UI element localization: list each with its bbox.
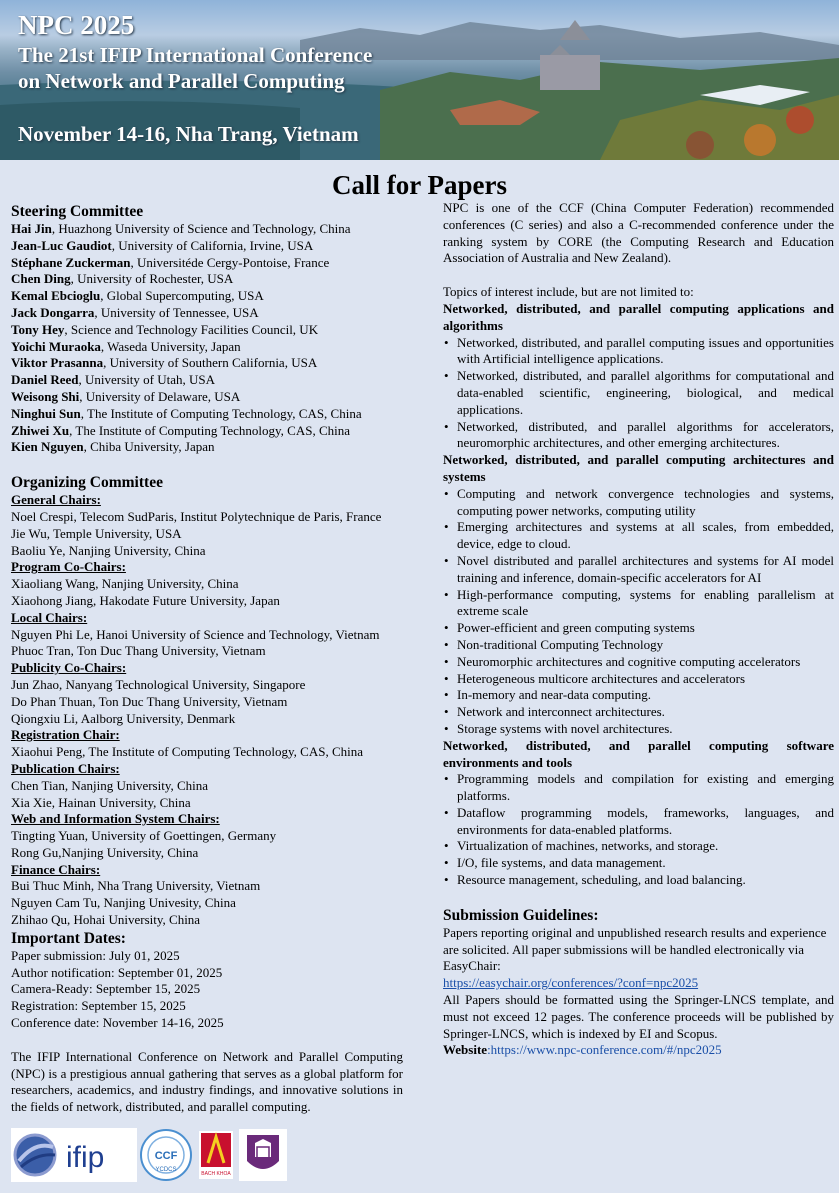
person-row: Chen Tian, Nanjing University, China (11, 777, 209, 793)
topic-item: • Resource management, scheduling, and load balancing. (443, 872, 834, 889)
person-row: Bui Thuc Minh, Nha Trang University, Vietnam (11, 878, 261, 894)
person-row: Nguyen Cam Tu, Nanjing Univesity, China (11, 895, 236, 911)
person-row: Xiaohui Peng, The Institute of Computing Technology, CAS, China (11, 744, 363, 760)
role-heading: General Chairs: (11, 492, 101, 508)
about-paragraph: The IFIP International Conference on Network and Parallel Computing (NPC) is a prestigious annual gathering that serves as a global platform for researchers, academics, and industry findings, and innovative solutions in the fields of network, distributed, and parallel computing. (11, 1048, 403, 1115)
role-heading: Local Chairs: (11, 609, 88, 625)
member-row: Weisong Shi, University of Delaware, USA (11, 388, 241, 404)
website-link[interactable]: :https://www.npc-conference.com/#/npc2025 (487, 1042, 722, 1058)
date-row: Paper submission: July 01, 2025 (11, 947, 180, 963)
steering-committee-title: Steering Committee (11, 203, 144, 220)
person-row: Nguyen Phi Le, Hanoi University of Science and Technology, Vietnam (11, 626, 380, 642)
role-heading: Finance Chairs: (11, 861, 101, 877)
topic-item: • Storage systems with novel architectures. (443, 721, 834, 738)
topic-item: • Dataflow programming models, frameworks, languages, and environments for data-enabled platforms. (443, 805, 834, 839)
person-row: Rong Gu,Nanjing University, China (11, 844, 199, 860)
right-column (443, 200, 834, 1059)
submission-text: Papers reporting original and unpublished research results and experience are solicited. All paper submissions will be handled electronically via EasyChair: (443, 924, 827, 974)
topic-item: • Emerging architectures and systems at all scales, from embedded, device, edge to cloud. (443, 519, 834, 553)
member-row: Chen Ding, University of Rochester, USA (11, 271, 234, 287)
person-row: Baoliu Ye, Nanjing University, China (11, 542, 206, 558)
member-row: Daniel Reed, University of Utah, USA (11, 372, 216, 388)
bach-khoa-logo (199, 1131, 233, 1179)
ccf-logo (141, 1130, 191, 1180)
date-row: Author notification: September 01, 2025 (11, 964, 223, 980)
steering-committee-list (11, 221, 403, 456)
person-row: Xiaohong Jiang, Hakodate Future University, Japan (11, 592, 280, 608)
person-row: Do Phan Thuan, Ton Duc Thang University, Vietnam (11, 693, 288, 709)
role-heading: Registration Chair: (11, 727, 120, 743)
topic-item: • Networked, distributed, and parallel algorithms for computational and data-enabled scientific, engineering, biological, and medical applications. (443, 368, 834, 418)
member-row: Stéphane Zuckerman, Universitéde Cergy-Pontoise, France (11, 254, 330, 270)
important-dates-title: Important Dates: (11, 929, 126, 947)
topic-heading: Networked, distributed, and parallel computing software environments and tools (443, 737, 834, 770)
member-row: Kien Nguyen, Chiba University, Japan (11, 439, 215, 455)
svg-text:YCDCS: YCDCS (155, 1167, 177, 1173)
format-text: All Papers should be formatted using the Springer-LNCS template, and must not exceed 12 pages. The conference proceeds will be published by Springer-LNCS, which is indexed by EI and Scopus. (443, 992, 834, 1041)
date-row: Registration: September 15, 2025 (11, 998, 186, 1014)
role-heading: Web and Information System Chairs: (11, 811, 220, 827)
banner-title-line2: on Network and Parallel Computing (18, 69, 345, 93)
header-banner (0, 0, 839, 160)
topic-item: • Power-efficient and green computing systems (443, 620, 834, 637)
person-row: Jie Wu, Temple University, USA (11, 525, 182, 541)
svg-text:ifip: ifip (66, 1141, 105, 1174)
intro-paragraph: NPC is one of the CCF (China Computer Federation) recommended conferences (C series) and also a C-recommended conference under the ranking system by CORE (the Computing Research and Education Association of Australia and New Zealand). (443, 200, 834, 266)
role-heading: Program Co-Chairs: (11, 559, 126, 575)
svg-text:BACH KHOA: BACH KHOA (201, 1171, 231, 1177)
submission-title: Submission Guidelines: (443, 906, 599, 924)
topic-item: • Heterogeneous multicore architectures and accelerators (443, 671, 834, 688)
member-row: Zhiwei Xu, The Institute of Computing Technology, CAS, China (11, 422, 351, 438)
member-row: Ninghui Sun, The Institute of Computing Technology, CAS, China (11, 405, 362, 421)
person-row: Noel Crespi, Telecom SudParis, Institut Polytechnique de Paris, France (11, 508, 382, 524)
sponsor-logos (11, 1127, 301, 1183)
website-row (443, 1042, 834, 1059)
member-row: Tony Hey, Science and Technology Facilities Council, UK (11, 321, 319, 337)
banner-title-line1: The 21st IFIP International Conference (18, 43, 373, 67)
topic-item: • Non-traditional Computing Technology (443, 637, 834, 654)
topic-item: • Virtualization of machines, networks, and storage. (443, 838, 834, 855)
topic-heading: Networked, distributed, and parallel computing applications and algorithms (443, 300, 834, 333)
topic-item: • Programming models and compilation for existing and emerging platforms. (443, 771, 834, 805)
topic-item: • Neuromorphic architectures and cognitive computing accelerators (443, 654, 834, 671)
date-row: Conference date: November 14-16, 2025 (11, 1015, 224, 1031)
topic-item: • Network and interconnect architectures. (443, 704, 834, 721)
member-row: Hai Jin, Huazhong University of Science and Technology, China (11, 221, 351, 236)
page-title: Call for Papers (332, 170, 507, 200)
person-row: Qiongxiu Li, Aalborg University, Denmark (11, 710, 236, 726)
member-row: Kemal Ebcioglu, Global Supercomputing, USA (11, 288, 264, 304)
topic-item: • Novel distributed and parallel architectures and systems for AI model training and inference, domain-specific accelerators for AI (443, 553, 834, 587)
website-label: Website (443, 1042, 488, 1058)
topic-heading: Networked, distributed, and parallel computing architectures and systems (443, 452, 834, 484)
member-row: Viktor Prasanna, University of Southern California, USA (11, 355, 318, 371)
topic-item: • I/O, file systems, and data management. (443, 855, 834, 872)
role-heading: Publication Chairs: (11, 760, 120, 776)
date-row: Camera-Ready: September 15, 2025 (11, 981, 201, 997)
left-column (11, 202, 403, 1116)
person-row: Jun Zhao, Nanyang Technological University, Singapore (11, 676, 306, 692)
topic-item: • High-performance computing, systems for enabling parallelism at extreme scale (443, 587, 834, 621)
banner-conference-acronym: NPC 2025 (18, 10, 135, 40)
role-heading: Publicity Co-Chairs: (11, 660, 127, 676)
svg-text:CCF: CCF (154, 1150, 178, 1162)
topics-intro: Topics of interest include, but are not limited to: (443, 284, 694, 300)
person-row: Zhihao Qu, Hohai University, China (11, 912, 201, 928)
topic-item: • Networked, distributed, and parallel algorithms for accelerators, neuromorphic architectures, and other emerging architectures. (443, 419, 834, 453)
member-row: Yoichi Muraoka, Waseda University, Japan (11, 338, 241, 354)
person-row: Xiaoliang Wang, Nanjing University, China (11, 576, 239, 592)
member-row: Jean-Luc Gaudiot, University of California, Irvine, USA (11, 237, 314, 253)
person-row: Xia Xie, Hainan University, China (11, 794, 191, 810)
topic-item: • Networked, distributed, and parallel computing issues and opportunities with Artificial intelligence applications. (443, 335, 834, 369)
person-row: Tingting Yuan, University of Goettingen, Germany (11, 828, 277, 844)
topic-item: • Computing and network convergence technologies and systems, computing power networks, computing utility (443, 486, 834, 520)
organizing-committee-title: Organizing Committee (11, 474, 163, 492)
topic-item: • In-memory and near-data computing. (443, 687, 834, 704)
banner-date-location: November 14-16, Nha Trang, Vietnam (18, 122, 359, 146)
member-row: Jack Dongarra, University of Tennessee, USA (11, 304, 259, 320)
important-dates-list (11, 948, 403, 1032)
organizing-committee-list (11, 492, 403, 929)
ifip-logo (11, 1128, 137, 1182)
university-crest-logo (239, 1129, 287, 1181)
person-row: Phuoc Tran, Ton Duc Thang University, Vietnam (11, 643, 266, 659)
easychair-link[interactable]: https://easychair.org/conferences/?conf=npc2025 (443, 975, 699, 991)
